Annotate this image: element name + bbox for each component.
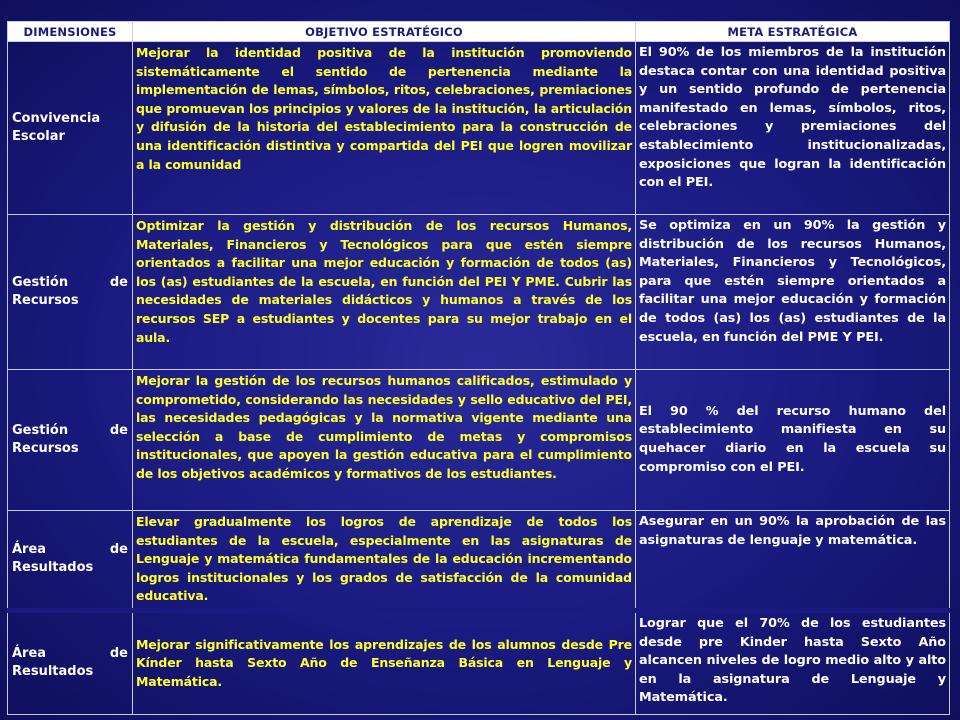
header-dimensiones: DIMENSIONES — [8, 22, 133, 42]
table-header-row — [8, 22, 950, 42]
table-row — [8, 42, 950, 215]
meta-cell: Asegurar en un 90% la aprobación de las asignaturas de lenguaje y matemática. — [636, 511, 950, 611]
header-objetivo: OBJETIVO ESTRATÉGICO — [133, 22, 636, 42]
objetivo-cell: Mejorar significativamente los aprendizajes de los alumnos desde Pre Kínder hasta Sexto Año de Enseñanza Básica en Lenguaje y Matemática. — [133, 610, 636, 714]
dimension-cell: Área de Resultados — [8, 511, 133, 611]
dimension-cell: Gestión de Recursos — [8, 370, 133, 511]
dimension-cell: Gestión de Recursos — [8, 215, 133, 370]
table-row — [8, 370, 950, 511]
table-row — [8, 511, 950, 611]
meta-cell: El 90 % del recurso humano del establecimiento manifiesta en su quehacer diario en la escuela su compromiso con el PEI. — [636, 370, 950, 511]
meta-cell: El 90% de los miembros de la institución destaca contar con una identidad positiva y un sentido profundo de pertenencia manifestado en lemas, símbolos, ritos, celebraciones y premiaciones del establecimiento institucionalizadas, exposiciones que logran la identificación con el PEI. — [636, 42, 950, 215]
strategic-table — [7, 21, 950, 715]
meta-cell: Se optimiza en un 90% la gestión y distribución de los recursos Humanos, Materiales, Financieros y Tecnológicos, para que estén siempre orientados a facilitar una mejor educación y formación de todos (as) los (as) estudiantes de la escuela, en función del PME Y PEI. — [636, 215, 950, 370]
strategic-table-container — [7, 21, 949, 715]
objetivo-cell: Elevar gradualmente los logros de aprendizaje de todos los estudiantes de la escuela, especialmente en las asignaturas de Lenguaje y matemática fundamentales de la educación incrementando logros institucionales y los grados de satisfacción de la comunidad educativa. — [133, 511, 636, 611]
header-meta: META ESTRATÉGICA — [636, 22, 950, 42]
table-row — [8, 610, 950, 714]
objetivo-cell: Optimizar la gestión y distribución de los recursos Humanos, Materiales, Financieros y Tecnológicos para que estén siempre orientados a facilitar una mejor educación y formación de todos (as) los (as) estudiantes de la escuela, en función del PEI Y PME. Cubrir las necesidades de materiales didácticos y humanos a través de los recursos SEP a estudiantes y docentes para su mejor trabajo en el aula. — [133, 215, 636, 370]
dimension-cell: Convivencia Escolar — [8, 42, 133, 215]
objetivo-cell: Mejorar la gestión de los recursos humanos calificados, estimulado y comprometido, considerando las necesidades y sello educativo del PEI, las necesidades pedagógicas y la normativa vigente mediante una selección a base de cumplimiento de metas y compromisos institucionales, que apoyen la gestión educativa para el cumplimiento de los objetivos académicos y formativos de los estudiantes. — [133, 370, 636, 511]
meta-cell: Lograr que el 70% de los estudiantes desde pre Kinder hasta Sexto Año alcancen niveles de logro medio alto y alto en la asignatura de Lenguaje y Matemática. — [636, 610, 950, 714]
objetivo-cell: Mejorar la identidad positiva de la institución promoviendo sistemáticamente el sentido de pertenencia mediante la implementación de lemas, símbolos, ritos, celebraciones, premiaciones que promuevan los principios y valores de la institución, la articulación y difusión de la historia del establecimiento para la construcción de una identificación distintiva y compartida del PEI que logren movilizar a la comunidad — [133, 42, 636, 215]
dimension-cell: Área de Resultados — [8, 610, 133, 714]
table-row — [8, 215, 950, 370]
